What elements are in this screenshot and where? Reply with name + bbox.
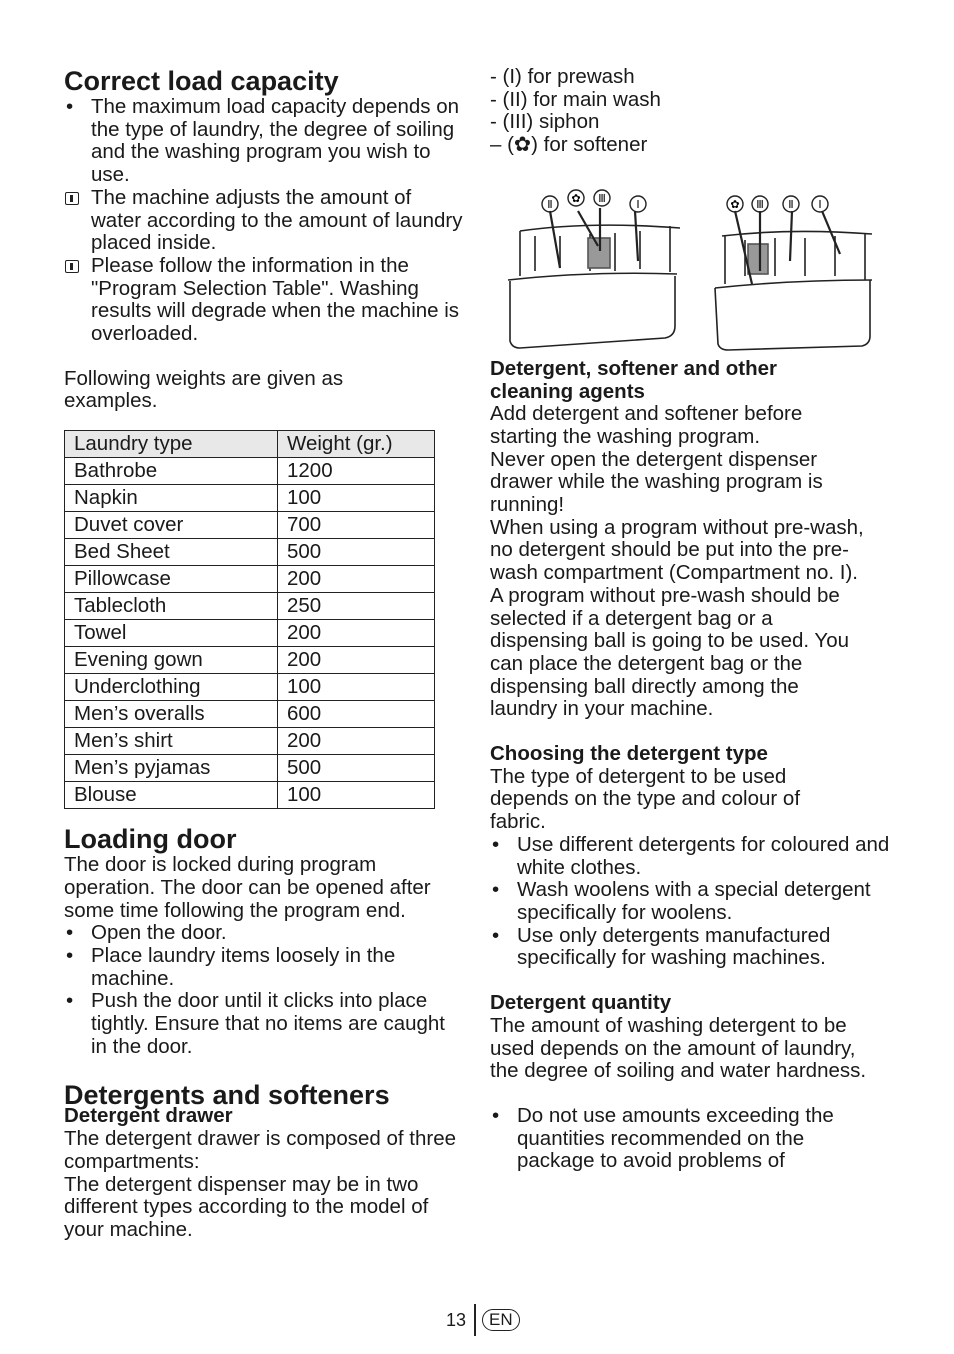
laundry-type-cell: Duvet cover xyxy=(65,512,278,539)
weight-cell: 200 xyxy=(278,728,435,755)
right-column xyxy=(490,66,890,1173)
table-row xyxy=(65,701,435,728)
load-item-text: The maximum load capacity depends on the type of laundry, the degree of soiling and the washing program you wish to use. xyxy=(91,95,460,187)
drawer-labels-type-1 xyxy=(542,190,646,212)
quantity-item xyxy=(490,1105,857,1173)
weight-cell: 600 xyxy=(278,701,435,728)
weights-intro: Following weights are given as examples. xyxy=(64,366,344,413)
load-item-info xyxy=(64,187,464,255)
laundry-type-cell: Underclothing xyxy=(65,674,278,701)
table-header-row xyxy=(65,431,435,458)
bullet-dot: • xyxy=(66,943,74,967)
weight-cell: 500 xyxy=(278,755,435,782)
label-main-wash: Ⅱ xyxy=(547,199,553,211)
type-item-text: Use only detergents manufactured specifically for washing machines. xyxy=(517,923,831,970)
label-softener: ✿ xyxy=(571,193,581,205)
label-siphon: Ⅲ xyxy=(756,199,764,211)
heading-detergent-quantity: Detergent quantity xyxy=(490,991,672,1015)
weight-cell: 1200 xyxy=(278,458,435,485)
footer-divider xyxy=(474,1304,476,1336)
table-row xyxy=(65,755,435,782)
weight-cell: 250 xyxy=(278,593,435,620)
weights-table xyxy=(64,430,435,809)
table-row xyxy=(65,728,435,755)
label-prewash: Ⅰ xyxy=(818,199,822,211)
table-row xyxy=(65,566,435,593)
label-prewash: Ⅰ xyxy=(636,199,640,211)
bullet-dot: • xyxy=(66,989,74,1013)
door-item xyxy=(64,945,464,990)
laundry-type-cell: Blouse xyxy=(65,782,278,809)
language-badge: EN xyxy=(482,1309,520,1331)
type-item-text: Use different detergents for coloured and white clothes. xyxy=(517,832,890,879)
door-item-text: Open the door. xyxy=(91,921,227,945)
heading-detergent-type: Choosing the detergent type xyxy=(490,742,768,766)
laundry-type-cell: Men’s shirt xyxy=(65,728,278,755)
laundry-type-cell: Men’s overalls xyxy=(65,701,278,728)
bullet-dot: • xyxy=(492,1103,500,1127)
load-item-text: Please follow the information in the "Program Selection Table". Washing results will degrade when the machine is overloaded. xyxy=(91,253,460,346)
table-row xyxy=(65,485,435,512)
label-softener: ✿ xyxy=(730,199,740,211)
laundry-type-cell: Bed Sheet xyxy=(65,539,278,566)
weight-cell: 200 xyxy=(278,647,435,674)
drawer-type-1 xyxy=(508,208,680,348)
type-item-text: Wash woolens with a special detergent specifically for woolens. xyxy=(517,878,871,924)
weight-cell: 100 xyxy=(278,782,435,809)
door-item-text: Push the door until it clicks into place tightly. Ensure that no items are caught in the door. xyxy=(91,989,446,1058)
left-column xyxy=(64,66,464,1242)
heading-loading-door: Loading door xyxy=(64,824,237,855)
type-text: The type of detergent to be used depends on the type and colour of fabric. xyxy=(490,764,801,834)
bullet-dot: • xyxy=(492,878,500,902)
heading-load-capacity: Correct load capacity xyxy=(64,66,339,96)
table-row xyxy=(65,593,435,620)
weight-cell: 200 xyxy=(278,620,435,647)
drawer-type-2 xyxy=(715,211,872,350)
laundry-type-cell: Evening gown xyxy=(65,647,278,674)
compartment-line: - (II) for main wash xyxy=(490,87,661,111)
drawer-text-2: The detergent dispenser may be in two different types according to the model of your machine. xyxy=(64,1172,429,1241)
table-header-cell: Weight (gr.) xyxy=(278,431,435,458)
weight-cell: 700 xyxy=(278,512,435,539)
heading-cleaning-agents: Detergent, softener and other cleaning agents xyxy=(490,356,778,403)
laundry-type-cell: Bathrobe xyxy=(65,458,278,485)
detergent-drawer-figure xyxy=(490,176,890,361)
weight-cell: 200 xyxy=(278,566,435,593)
table-row xyxy=(65,782,435,809)
bullet-dot: • xyxy=(66,921,74,945)
load-item-info xyxy=(64,255,464,346)
compartment-line: - (III) siphon xyxy=(490,110,600,134)
weight-cell: 500 xyxy=(278,539,435,566)
laundry-type-cell: Men’s pyjamas xyxy=(65,755,278,782)
weight-cell: 100 xyxy=(278,674,435,701)
bullet-dot: • xyxy=(66,95,74,118)
bullet-dot: • xyxy=(492,832,500,856)
table-row xyxy=(65,458,435,485)
door-item xyxy=(64,922,464,945)
type-item xyxy=(490,834,890,879)
laundry-type-cell: Napkin xyxy=(65,485,278,512)
heading-detergents: Detergents and softeners xyxy=(64,1080,390,1111)
table-header-cell: Laundry type xyxy=(65,431,278,458)
page-number: 13 xyxy=(446,1310,467,1330)
quantity-text: The amount of washing detergent to be used depends on the amount of laundry, the degree of soiling and water hardness. xyxy=(490,1013,867,1083)
drawer-labels-type-2 xyxy=(727,196,828,212)
laundry-type-cell: Tablecloth xyxy=(65,593,278,620)
load-item-text: The machine adjusts the amount of water according to the amount of laundry placed inside. xyxy=(91,185,463,255)
table-row xyxy=(65,647,435,674)
load-item-bullet xyxy=(64,96,464,187)
door-text: The door is locked during program operation. The door can be opened after some time following the program end. xyxy=(64,853,431,922)
subheading-detergent-drawer: Detergent drawer xyxy=(64,1104,233,1128)
compartment-line: - (I) for prewash xyxy=(490,65,635,88)
info-icon xyxy=(65,260,79,273)
quantity-item-text: Do not use amounts exceeding the quantities recommended on the package to avoid problems of xyxy=(517,1103,834,1173)
bullet-dot: • xyxy=(492,923,500,947)
compartment-line: – (✿) for softener xyxy=(490,133,648,157)
type-item xyxy=(490,925,890,970)
door-item-text: Place laundry items loosely in the machine. xyxy=(91,943,396,990)
type-item xyxy=(490,879,877,924)
laundry-type-cell: Pillowcase xyxy=(65,566,278,593)
table-row xyxy=(65,539,435,566)
info-icon xyxy=(65,192,79,205)
table-row xyxy=(65,512,435,539)
laundry-type-cell: Towel xyxy=(65,620,278,647)
agents-text: Add detergent and softener before starting the washing program. Never open the detergent dispenser drawer while the washing program is running! When using a program without pre-wash, no detergent should be put into the pre-wash compartment (Compartment no. I). A program without pre-wash should be selected if a detergent bag or a dispensing ball is going to be used. You can place the detergent bag or the dispensing ball directly among the laundry in your machine. xyxy=(490,402,864,721)
label-siphon: Ⅲ xyxy=(598,193,606,205)
table-row xyxy=(65,674,435,701)
table-row xyxy=(65,620,435,647)
door-item xyxy=(64,990,464,1058)
drawer-text-1: The detergent drawer is composed of three compartments: xyxy=(64,1127,456,1173)
weight-cell: 100 xyxy=(278,485,435,512)
label-main-wash: Ⅱ xyxy=(788,199,794,211)
